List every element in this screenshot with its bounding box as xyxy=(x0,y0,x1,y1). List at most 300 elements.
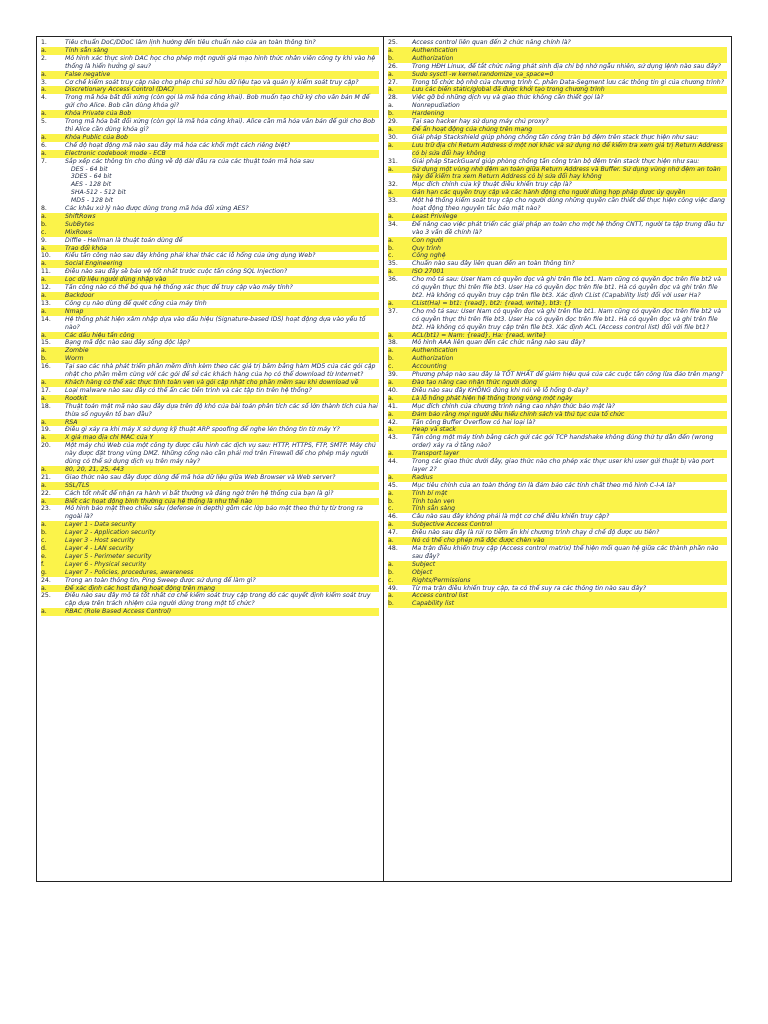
item-number: a. xyxy=(41,47,65,55)
right-column xyxy=(384,37,731,881)
item-number: 9. xyxy=(41,236,47,244)
answer-item xyxy=(41,482,379,490)
answer-text: Zombie xyxy=(65,347,379,355)
item-number: 4. xyxy=(41,94,47,102)
question-text: Việc gỡ bỏ những dịch vụ và giao thức không cần thiết gọi là? xyxy=(412,94,604,102)
question-item xyxy=(41,205,379,213)
answer-item xyxy=(41,229,379,237)
item-number: a. xyxy=(41,260,65,268)
answer-text: Trao đổi khóa xyxy=(65,245,379,253)
item-number: 22. xyxy=(41,489,51,497)
question-item xyxy=(41,252,379,260)
answer-text: Rights/Permissions xyxy=(412,577,727,585)
item-number: a. xyxy=(41,86,65,94)
question-text: Trong tổ chức bộ nhớ của chương trình C, phân Data-Segment lưu các thông tin gì của chương trình? xyxy=(412,78,724,86)
answer-item xyxy=(388,577,727,585)
question-item xyxy=(388,371,727,379)
question-item xyxy=(388,387,727,395)
item-number: a. xyxy=(41,292,65,300)
answer-text: Social Engineering xyxy=(65,260,379,268)
answer-item xyxy=(388,569,727,577)
item-number: a. xyxy=(388,379,412,387)
item-number: a. xyxy=(388,426,412,434)
answer-text: Backdoor xyxy=(65,292,379,300)
item-number: a. xyxy=(388,395,412,403)
quiz-sheet xyxy=(36,36,732,882)
item-number: a. xyxy=(388,537,412,545)
answer-text: Đảm bảo rằng mọi người đều hiểu chính sách và thủ tục của tổ chức xyxy=(412,411,727,419)
item-number: a. xyxy=(388,561,412,569)
question-item xyxy=(41,237,379,245)
question-text: Điều nào sau đây mô tả tốt nhất cơ chế kiểm soát truy cập trong đó các quyết định kiểm soát truy cập dựa trên trách nhiệm của người dùng trong một tổ chức? xyxy=(65,592,373,608)
answer-item xyxy=(41,276,379,284)
question-text: Điều nào sau đây sẽ bảo vệ tốt nhất trước cuộc tấn công SQL Injection? xyxy=(65,268,288,276)
answer-text: Object xyxy=(412,569,727,577)
answer-text: Electronic codebook mode - ECB xyxy=(65,150,379,158)
question-text: Cơ chế kiểm soát truy cập nào cho phép chủ sở hữu dữ liệu tạo và quản lý kiểm soát truy cập? xyxy=(65,78,359,86)
answer-text: Sudo sysctl -w kernel.randomize_va_space=0 xyxy=(412,71,727,79)
item-number: 28. xyxy=(388,94,398,102)
question-item xyxy=(388,276,727,300)
question-item xyxy=(41,403,379,419)
item-number: b. xyxy=(388,498,412,506)
answer-text: Nó có thể cho phép mã độc được chèn vào xyxy=(412,537,727,545)
item-number: a. xyxy=(41,466,65,474)
answer-item xyxy=(388,110,727,118)
answer-text: Subject xyxy=(412,561,727,569)
item-number: c. xyxy=(388,252,412,260)
answer-item xyxy=(388,379,727,387)
question-item xyxy=(41,158,379,205)
answer-text: Discretionary Access Control (DAC) xyxy=(65,86,379,94)
item-number: d. xyxy=(41,545,65,553)
item-number: a. xyxy=(388,86,412,94)
answer-text: Layer 2 - Application security xyxy=(65,529,379,537)
item-number: a. xyxy=(388,102,394,110)
item-number: b. xyxy=(388,110,412,118)
item-number: 2. xyxy=(41,54,47,62)
answer-item xyxy=(41,47,379,55)
question-text: Tiêu chuẩn DoC/DDoC lâm lịnh hướng đến tiêu chuẩn nào của an toàn thông tin? xyxy=(65,39,316,46)
answer-item xyxy=(41,561,379,569)
question-text: Trong an toàn thông tin, Ping Sweep được sử dụng để làm gì? xyxy=(65,576,256,584)
answer-item xyxy=(41,569,379,577)
item-number: 26. xyxy=(388,62,398,70)
item-number: a. xyxy=(388,592,412,600)
answer-text: Worm xyxy=(65,355,379,363)
answer-text: Quy trình xyxy=(412,245,727,253)
item-number: c. xyxy=(41,537,65,545)
item-number: 46. xyxy=(388,513,398,521)
item-number: b. xyxy=(41,355,65,363)
answer-text: SubBytes xyxy=(65,221,379,229)
answer-text: MixRows xyxy=(65,229,379,237)
answer-text: Là lỗ hổng phát hiện hệ thống trong vòng một ngày xyxy=(412,395,727,403)
item-number: a. xyxy=(388,300,412,308)
item-number: a. xyxy=(388,450,412,458)
answer-text: Công nghệ xyxy=(412,252,727,260)
answer-item xyxy=(388,411,727,419)
item-number: 16. xyxy=(41,363,51,371)
question-text: Tại sao hacker hay sử dụng máy chủ proxy? xyxy=(412,118,549,126)
answer-item xyxy=(41,608,379,616)
answer-text: Layer 6 - Physical security xyxy=(65,561,379,569)
question-text: Giải pháp StackGuard giúp phòng chống tấn công tràn bộ đệm trên stack thực hiện như sau: xyxy=(412,157,700,165)
question-item xyxy=(388,482,727,490)
question-item xyxy=(388,158,727,166)
item-number: a. xyxy=(41,276,65,284)
question-item xyxy=(41,577,379,585)
answer-item xyxy=(388,521,727,529)
question-item xyxy=(41,474,379,482)
item-number: 19. xyxy=(41,426,51,434)
item-number: c. xyxy=(388,577,412,585)
question-text: Tấn công Buffer Overflow có hai loại là? xyxy=(412,418,536,426)
answer-text: Lưu trữ địa chỉ Return Address ở một nơi khác và sử dụng nó để kiểm tra xem giá trị Return Address có bị sửa đổi hay không xyxy=(412,142,727,158)
answer-text: CList(Ha) = bt1: {read}, bt2: {read, write}, bt3: {} xyxy=(412,300,727,308)
question-text: Tấn công nào có thể bỏ qua hệ thống xác thực để truy cập vào máy tính? xyxy=(65,284,293,292)
item-number: a. xyxy=(388,71,412,79)
question-text: Cho mô tả sau: User Nam có quyền đọc và ghi trên file bt1. Nam cũng có quyền đọc trên file bt2 và có quyền thực thi trên file bt3. User Ha có quyền đọc trên file bt1. Hà có quyền đọc và ghi trên file bt2. Hà không có quyền truy cập trên file bt3. Xác định CList (Capability list) đối với user Ha? xyxy=(412,276,724,299)
question-text: Access control liên quan đến 2 chức năng chính là? xyxy=(412,39,571,46)
question-text: Cách tốt nhất để nhận ra hành vi bất thường và đáng ngờ trên hệ thống của bạn là gì? xyxy=(65,489,334,497)
question-item xyxy=(388,63,727,71)
answer-text: Tính sẵn sàng xyxy=(65,47,379,55)
answer-item xyxy=(388,600,727,608)
answer-item xyxy=(41,537,379,545)
item-number: 48. xyxy=(388,545,398,552)
question-item xyxy=(41,118,379,134)
answer-item xyxy=(41,150,379,158)
answer-item xyxy=(388,71,727,79)
item-number: 11. xyxy=(41,268,51,276)
item-number: 30. xyxy=(388,133,398,141)
question-text: Mô hình bảo mật theo chiều sâu (defense in depth) gồm các lớp bảo mật theo thứ tự từ trong ra ngoài là? xyxy=(65,505,365,521)
answer-text: Các dấu hiệu tấn công xyxy=(65,332,379,340)
question-text: Loại malware nào sau đây có thể ẩn các tiến trình và các tập tin trên hệ thống? xyxy=(65,386,312,394)
question-text: Trong mã hóa bất đối xứng (còn gọi là mã hóa công khai). Bob muốn tạo chữ ký cho văn bản M để gửi cho Alice. Bob cần dùng khóa gì? xyxy=(65,94,372,110)
answer-text: Hardening xyxy=(412,110,727,118)
answer-item xyxy=(388,300,727,308)
item-number: 39. xyxy=(388,371,398,379)
item-number: g. xyxy=(41,569,65,577)
answer-text: Capability list xyxy=(412,600,727,608)
item-number: a. xyxy=(41,134,65,142)
question-text: Sắp xếp các thông tin cho đúng về độ dài đầu ra của các thuật toán mã hóa sau DES - 64 bit 3DES - 64 bit AES - 128 bit SHA-512 - 512 bit MD5 - 128 bit xyxy=(65,157,314,205)
question-text: Chuẩn nào sau đây liên quan đến an toàn thông tin? xyxy=(412,260,575,268)
item-number: 31. xyxy=(388,157,398,165)
item-number: 35. xyxy=(388,260,398,268)
item-number: 3. xyxy=(41,78,47,86)
answer-item xyxy=(388,166,727,182)
item-number: a. xyxy=(41,110,65,118)
answer-text: Subjective Access Control xyxy=(412,521,727,529)
item-number: a. xyxy=(41,434,65,442)
answer-text: 80, 20, 21, 25, 443 xyxy=(65,466,379,474)
answer-text: Rootkit xyxy=(65,395,379,403)
item-number: a. xyxy=(388,142,412,150)
question-text: Từ ma trận điều khiển truy cập, ta có thể suy ra các thông tin nào sau đây? xyxy=(412,584,647,592)
item-number: 32. xyxy=(388,181,398,189)
answer-item xyxy=(388,474,727,482)
question-item xyxy=(41,592,379,608)
answer-text: Biết các hoạt động bình thường của hệ thống là như thế nào xyxy=(65,498,379,506)
answer-text: Authorization xyxy=(412,355,727,363)
answer-text: Layer 1 - Data security xyxy=(65,521,379,529)
item-number: b. xyxy=(388,355,412,363)
item-number: 18. xyxy=(41,402,51,410)
question-item xyxy=(388,118,727,126)
answer-text: Layer 7 - Policies, procedures, awareness xyxy=(65,569,379,577)
item-number: a. xyxy=(388,268,412,276)
item-number: 29. xyxy=(388,118,398,126)
answer-text: RSA xyxy=(65,419,379,427)
question-text: Mô hình xác thực sinh DAC học cho phép một người giả mạo hình thức nhân viên công ty khi vào hệ thống là hiển hưởng gì sau? xyxy=(65,54,378,70)
item-number: 7. xyxy=(41,157,47,165)
answer-text: Đào tạo nâng cao nhận thức người dùng xyxy=(412,379,727,387)
item-number: 41. xyxy=(388,402,398,410)
question-text: Câu nào sau đây không phải là một cơ chế điều khiển truy cập? xyxy=(412,513,610,521)
answer-text: Tính sẵn sàng xyxy=(412,505,727,513)
answer-item xyxy=(388,213,727,221)
item-number: 6. xyxy=(41,141,47,149)
item-number: a. xyxy=(41,395,65,403)
answer-item xyxy=(388,142,727,158)
question-item xyxy=(388,434,727,450)
answer-text: Khóa Private của Bob xyxy=(65,110,379,118)
answer-item xyxy=(41,466,379,474)
item-number: a. xyxy=(388,474,412,482)
question-item xyxy=(41,442,379,466)
question-text: Bạng mã độc nào sau đây sống độc lập? xyxy=(65,339,191,347)
item-number: 38. xyxy=(388,339,398,347)
answer-text: Authentication xyxy=(412,47,727,55)
item-number: a. xyxy=(388,490,412,498)
item-number: b. xyxy=(41,529,65,537)
question-item xyxy=(41,363,379,379)
item-number: a. xyxy=(388,347,412,355)
question-text: Mục tiêu chính của an toàn thông tin là đảm bảo các tính chất theo mô hình C-I-A là? xyxy=(412,481,676,489)
item-number: 33. xyxy=(388,197,398,205)
answer-item xyxy=(388,395,727,403)
item-number: a. xyxy=(388,166,412,174)
answer-text: ShiftRows xyxy=(65,213,379,221)
answer-text: SSL/TLS xyxy=(65,482,379,490)
question-text: Nonrepudiation xyxy=(412,102,460,110)
item-number: 45. xyxy=(388,481,398,489)
item-number: c. xyxy=(388,363,412,371)
question-item xyxy=(41,94,379,110)
answer-text: Layer 4 - LAN security xyxy=(65,545,379,553)
question-item xyxy=(41,268,379,276)
question-item xyxy=(388,260,727,268)
item-number: 42. xyxy=(388,418,398,426)
question-item xyxy=(41,142,379,150)
answer-text: Khách hàng có thể xác thực tính toàn vẹn và gói cập nhật cho phần mềm sau khi download về xyxy=(65,379,379,387)
answer-item xyxy=(388,561,727,569)
answer-text: Least Privilege xyxy=(412,213,727,221)
item-number: 1. xyxy=(41,39,47,46)
answer-text: Heap và stack xyxy=(412,426,727,434)
answer-text: Authentication xyxy=(412,347,727,355)
question-item xyxy=(41,505,379,521)
item-number: 20. xyxy=(41,442,51,450)
item-number: 8. xyxy=(41,205,47,213)
item-number: c. xyxy=(41,229,65,237)
question-text: Hệ thống phát hiện xâm nhập dựa vào dấu hiệu (Signature-based IDS) hoạt động dựa vào yếu tố nào? xyxy=(65,315,368,331)
question-text: Điều nào sau đây là rủi ro tiềm ẩn khi chương trình chạy ở chế độ được ưu tiên? xyxy=(412,529,660,537)
question-text: Giải pháp Stackshield giúp phòng chống tấn công tràn bộ đệm trên stack thực hiện như sau: xyxy=(412,133,699,141)
item-number: a. xyxy=(41,379,65,387)
answer-text: ISO 27001 xyxy=(412,268,727,276)
answer-text: Radius xyxy=(412,474,727,482)
answer-item xyxy=(388,189,727,197)
item-number: a. xyxy=(41,245,65,253)
answer-text: Access control list xyxy=(412,592,727,600)
answer-item xyxy=(41,71,379,79)
answer-text: Accounting xyxy=(412,363,727,371)
question-item xyxy=(41,300,379,308)
answer-item xyxy=(388,450,727,458)
answer-text: Để xác định các host đang hoạt động trên mạng xyxy=(65,585,379,593)
item-number: b. xyxy=(388,245,412,253)
answer-item xyxy=(388,363,727,371)
answer-text: Transport layer xyxy=(412,450,727,458)
question-text: Trong HĐH Linux, để tắt chức năng phát sinh địa chỉ bộ nhớ ngẫu nhiên, sử dụng lệnh nào sau đây? xyxy=(412,62,721,70)
item-number: 5. xyxy=(41,118,47,126)
answer-item xyxy=(41,521,379,529)
answer-item xyxy=(41,110,379,118)
question-text: Trong mã hóa bất đối xứng (còn gọi là mã hóa công khai). Alice cần mã hóa văn bản để gửi cho Bob thì Alice cần dùng khóa gì? xyxy=(65,118,377,133)
question-text: Một máy chủ Web của một công ty được cấu hình các dịch vụ sau: HTTP, HTTPS, FTP, SMTP. Máy chủ này được đặt trong vùng DMZ. Những cổng nào cần phải mở trên Firewall để cho phép máy người dùng có thể sử dụng dịch vụ trên máy này? xyxy=(65,442,378,466)
question-text: Chế độ hoạt động mã nào sau đây mã hóa các khối một cách riêng biệt? xyxy=(65,141,291,149)
answer-text: False negative xyxy=(65,71,379,79)
item-number: a. xyxy=(41,498,65,506)
question-text: Để nâng cao việc phát triển các giải pháp an toàn cho một hệ thống CNTT, người ta tập trung đầu tư vào 3 vấn đề chính là? xyxy=(412,220,726,236)
item-number: 15. xyxy=(41,339,51,347)
item-number: a. xyxy=(41,71,65,79)
question-item xyxy=(41,339,379,347)
item-number: a. xyxy=(41,150,65,158)
item-number: f. xyxy=(41,561,65,569)
answer-item xyxy=(388,537,727,545)
answer-text: Authorization xyxy=(412,55,727,63)
question-item xyxy=(41,490,379,498)
item-number: a. xyxy=(388,411,412,419)
question-text: Mục đích chính của chương trình nâng cao nhận thức bảo mật là? xyxy=(412,402,615,410)
item-number: 27. xyxy=(388,78,398,86)
answer-item xyxy=(388,237,727,245)
question-item xyxy=(388,308,727,332)
question-item xyxy=(41,387,379,395)
item-number: a. xyxy=(41,308,65,316)
item-number: 10. xyxy=(41,252,51,260)
question-text: Cho mô tả sau: User Nam có quyền đọc và ghi trên file bt1. Nam cũng có quyền đọc trên file bt2 và có quyền thực thi trên file bt3. User Ha có quyền đọc trên file bt1. Hà có quyền đọc và ghi trên file bt2. Hà không có quyền truy cập trên file bt3. Xác định ACL (Access control list) đối với file bt1? xyxy=(412,307,724,331)
item-number: a. xyxy=(41,608,65,616)
answer-text: Lưu các biến static/global đã được khởi tạo trong chương trình xyxy=(412,86,727,94)
answer-text: Layer 3 - Host security xyxy=(65,537,379,545)
answer-item xyxy=(41,308,379,316)
item-number: 40. xyxy=(388,386,398,394)
item-number: a. xyxy=(41,585,65,593)
question-item xyxy=(41,284,379,292)
answer-item xyxy=(388,355,727,363)
item-number: b. xyxy=(388,600,412,608)
item-number: a. xyxy=(388,237,412,245)
question-text: Điều nào sau đây KHÔNG đúng khi nói về lỗ hổng 0-day? xyxy=(412,386,589,394)
answer-text: Layer 5 - Perimeter security xyxy=(65,553,379,561)
question-text: Tấn công một máy tính bằng cách gửi các gói TCP handshake không đúng thứ tự dẫn đến (wrong order) xảy ra ở tầng nào? xyxy=(412,434,716,450)
item-number: a. xyxy=(41,482,65,490)
answer-text: Con người xyxy=(412,237,727,245)
item-number: 13. xyxy=(41,299,51,307)
answer-text: Sử dụng một vùng nhớ đệm an toàn giữa Return Address và Buffer. Sử dụng vùng nhớ đệm an toàn này để kiểm tra xem Return Address có bị sửa đổi hay không xyxy=(412,166,727,182)
item-number: 47. xyxy=(388,529,398,537)
item-number: e. xyxy=(41,553,65,561)
question-item xyxy=(388,458,727,474)
answer-item xyxy=(41,355,379,363)
question-text: Ma trận điều khiển truy cập (Access control matrix) thể hiện mối quan hệ giữa các thành phần nào sau đây? xyxy=(412,545,721,560)
answer-item xyxy=(388,126,727,134)
item-number: b. xyxy=(41,221,65,229)
question-text: Giao thức nào sau đây được dùng để mã hóa dữ liệu giữa Web Browser và Web server? xyxy=(65,473,336,481)
item-number: 49. xyxy=(388,584,398,592)
question-item xyxy=(41,55,379,71)
item-number: a. xyxy=(388,189,412,197)
item-number: 24. xyxy=(41,576,51,584)
answer-text: Lọc dữ liệu người dùng nhập vào xyxy=(65,276,379,284)
answer-item xyxy=(41,379,379,387)
answer-item xyxy=(41,347,379,355)
item-number: 25. xyxy=(388,39,398,46)
question-text: Mục đích chính của kỹ thuật điều khiển truy cập là? xyxy=(412,181,572,189)
question-text: Diffie - Hellman là thuật toán dùng để xyxy=(65,236,183,244)
question-item xyxy=(388,529,727,537)
answer-item xyxy=(388,490,727,498)
item-number: c. xyxy=(388,505,412,513)
answer-item xyxy=(41,545,379,553)
item-number: a. xyxy=(41,332,65,340)
answer-text: X giả mạo địa chỉ MAC của Y xyxy=(65,434,379,442)
question-text: Các khâu xử lý nào được dùng trong mã hóa đối xứng AES? xyxy=(65,205,249,213)
item-number: 17. xyxy=(41,386,51,394)
answer-item xyxy=(41,221,379,229)
question-text: Mô hình AAA liên quan đến các chức năng nào sau đây? xyxy=(412,339,586,347)
item-number: a. xyxy=(388,213,412,221)
question-item xyxy=(388,102,727,110)
question-item xyxy=(388,39,727,47)
item-number: 25. xyxy=(41,592,51,600)
answer-item xyxy=(41,292,379,300)
question-text: Trong các giao thức dưới đây, giao thức nào cho phép xác thực user khi user gửi thuật bị vào port layer 2? xyxy=(412,458,716,473)
item-number: 21. xyxy=(41,473,51,481)
item-number: a. xyxy=(41,347,65,355)
answer-item xyxy=(41,134,379,142)
answer-item xyxy=(41,529,379,537)
item-number: b. xyxy=(388,55,412,63)
answer-item xyxy=(388,268,727,276)
item-number: a. xyxy=(388,47,412,55)
answer-text: Để ẩn hoạt động của chúng trên mạng xyxy=(412,126,727,134)
item-number: 12. xyxy=(41,284,51,292)
answer-text: RBAC (Role Based Access Control) xyxy=(65,608,379,616)
item-number: 43. xyxy=(388,434,398,442)
item-number: a. xyxy=(41,213,65,221)
question-text: Một hệ thống kiểm soát truy cập cho người dùng những quyền cần thiết để thực hiện công việc đang hoạt động theo nguyên tắc bảo mật nào? xyxy=(412,197,727,213)
item-number: a. xyxy=(388,521,412,529)
question-item xyxy=(41,316,379,332)
item-number: a. xyxy=(41,521,65,529)
